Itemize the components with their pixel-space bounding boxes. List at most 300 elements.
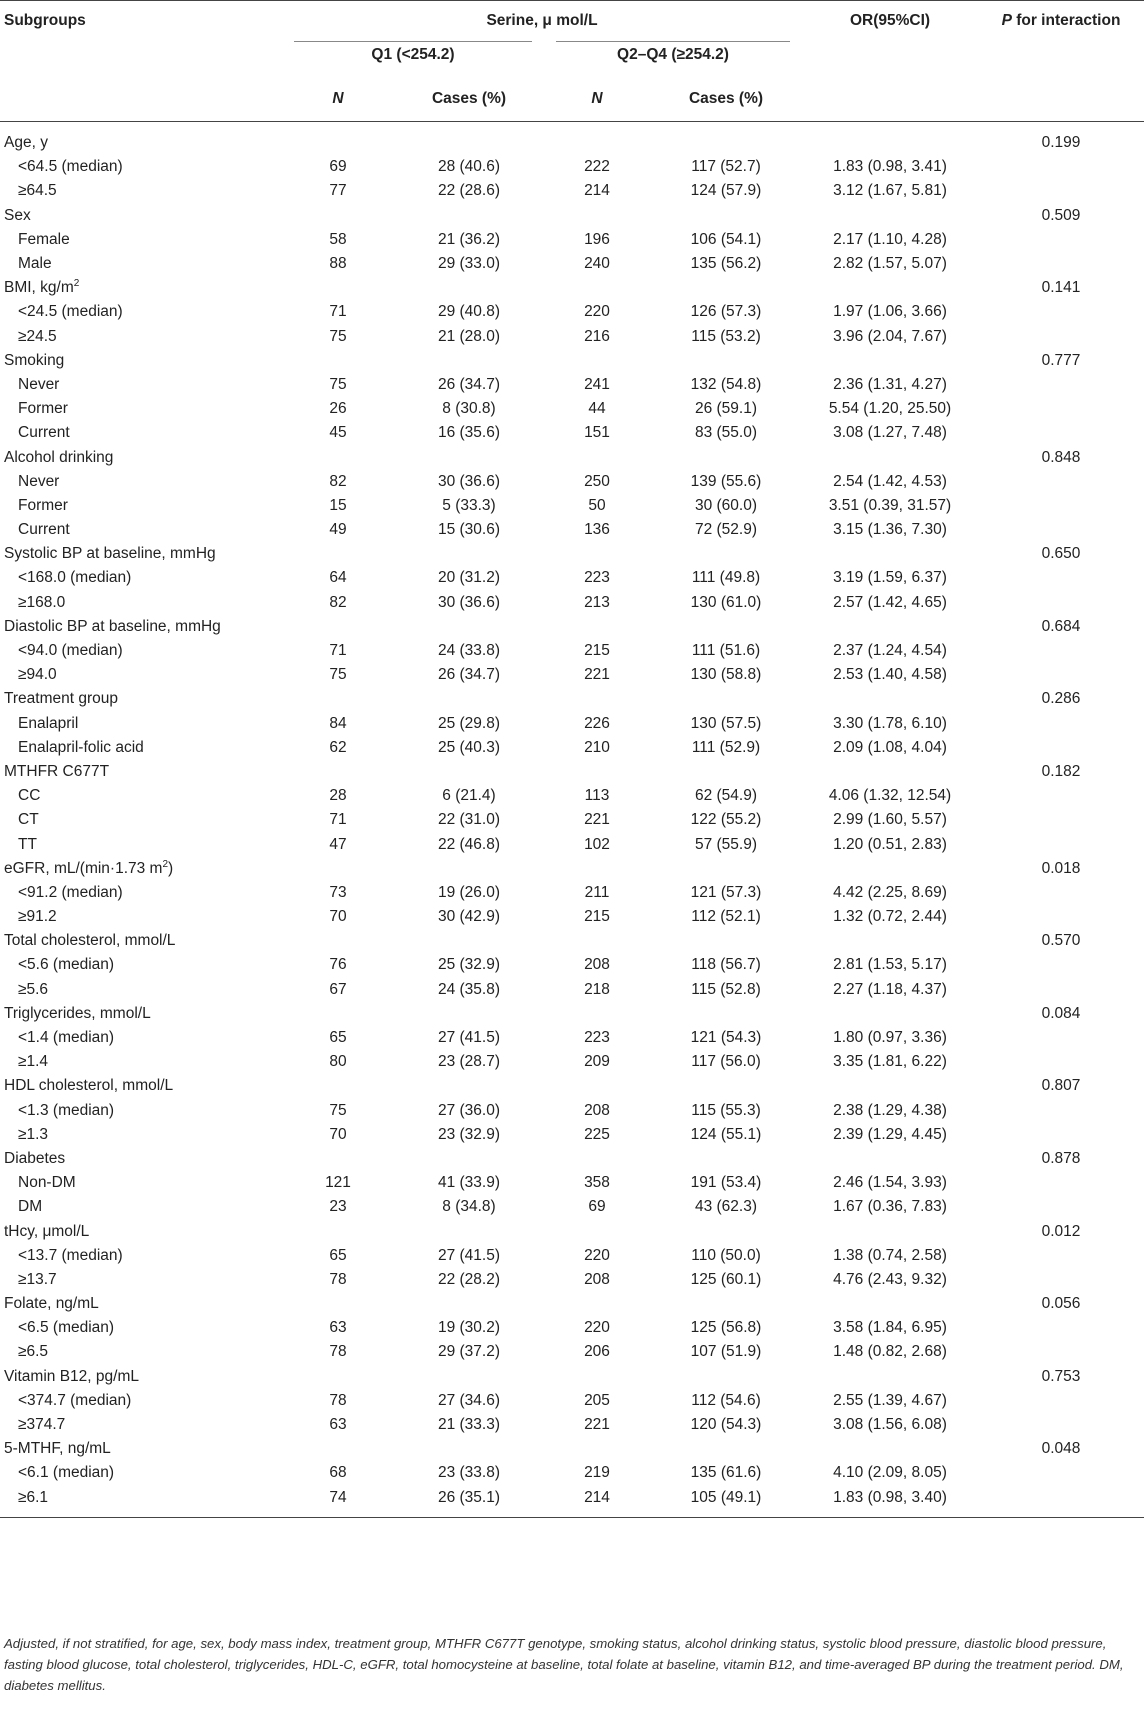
odds-ratio: 2.37 (1.24, 4.54) <box>833 642 947 660</box>
cases-q1: 5 (33.3) <box>442 496 496 514</box>
n-q1: 64 <box>329 569 347 587</box>
n-q1: 71 <box>329 303 347 321</box>
n-q1: 68 <box>329 1464 347 1482</box>
n-q2q4: 213 <box>584 593 610 611</box>
or-header: OR(95%CI) <box>802 1 978 41</box>
cases-q1: 19 (30.2) <box>437 1319 501 1337</box>
table-row <box>0 1316 1144 1340</box>
table-row <box>0 978 1144 1002</box>
n-q2q4: 221 <box>584 666 610 684</box>
table-row <box>0 300 1144 324</box>
cases-q1: 30 (36.6) <box>437 593 501 611</box>
n-q2q4: 214 <box>584 182 610 200</box>
table-row <box>0 784 1144 808</box>
n-q2q4: 196 <box>584 230 610 248</box>
n-q1: 80 <box>329 1053 347 1071</box>
cases-q2q4: 120 (54.3) <box>690 1416 762 1434</box>
table-row <box>0 1195 1144 1219</box>
n-q1: 70 <box>329 1125 347 1143</box>
row-label <box>0 857 282 881</box>
cases-q1: 41 (33.9) <box>437 1174 501 1192</box>
p-value: 0.777 <box>1041 351 1081 369</box>
odds-ratio: 4.76 (2.43, 9.32) <box>833 1270 947 1288</box>
odds-ratio: 3.30 (1.78, 6.10) <box>833 714 947 732</box>
q1-header <box>282 41 544 77</box>
table-row <box>0 325 1144 349</box>
table-row <box>0 494 1144 518</box>
p-value: 0.753 <box>1041 1367 1081 1385</box>
row-label: ≥5.6 <box>18 980 49 998</box>
category-row <box>0 1292 1144 1316</box>
n-q2q4: 206 <box>584 1343 610 1361</box>
table-row <box>0 1486 1144 1518</box>
table-row <box>0 421 1144 445</box>
cases-q1: 15 (30.6) <box>437 521 501 539</box>
odds-ratio: 3.35 (1.81, 6.22) <box>833 1053 947 1071</box>
cases-q2q4: 112 (54.6) <box>691 1391 761 1409</box>
cases-q2q4: 191 (53.4) <box>690 1174 762 1192</box>
row-label: <5.6 (median) <box>18 956 115 974</box>
cases-q1: 8 (34.8) <box>442 1198 496 1216</box>
n-q1: 63 <box>329 1319 347 1337</box>
table-body <box>0 131 1144 1518</box>
n-q1: 78 <box>329 1270 347 1288</box>
cases-q2q4: 111 (51.6) <box>691 642 761 660</box>
n-q1: 71 <box>329 642 347 660</box>
n-q2q4: 358 <box>584 1174 610 1192</box>
table-row <box>0 566 1144 590</box>
serine-header-text: Serine, μ mol/L <box>486 11 598 29</box>
n-q2q4: 216 <box>584 327 610 345</box>
n-q1: 78 <box>329 1391 347 1409</box>
odds-ratio: 2.46 (1.54, 3.93) <box>833 1174 947 1192</box>
table-row <box>0 518 1144 542</box>
subgroups-header: Subgroups <box>0 1 282 41</box>
odds-ratio: 2.99 (1.60, 5.57) <box>833 811 947 829</box>
n-q2q4: 151 <box>584 424 610 442</box>
cases-q1: 22 (28.2) <box>437 1270 501 1288</box>
p-value: 0.650 <box>1041 545 1081 563</box>
row-label: Age, y <box>4 134 48 152</box>
row-label: Enalapril-folic acid <box>18 738 144 756</box>
odds-ratio: 2.09 (1.08, 4.04) <box>833 738 947 756</box>
odds-ratio: 4.42 (2.25, 8.69) <box>833 883 947 901</box>
cases-q2q4: 106 (54.1) <box>690 230 762 248</box>
n-q2q4: 225 <box>584 1125 610 1143</box>
n-q2q4: 220 <box>584 303 610 321</box>
cases-q2q4: 130 (58.8) <box>690 666 762 684</box>
n-q1: 58 <box>329 230 347 248</box>
cases-q2q4: 57 (55.9) <box>694 835 758 853</box>
cases-q2q4: 62 (54.9) <box>694 787 758 805</box>
cases-q1: 26 (34.7) <box>437 375 501 393</box>
row-label: Never <box>18 472 60 490</box>
table-row <box>0 1123 1144 1147</box>
cases-q2q4: 130 (57.5) <box>690 714 762 732</box>
odds-ratio: 3.96 (2.04, 7.67) <box>833 327 947 345</box>
odds-ratio: 2.38 (1.29, 4.38) <box>833 1101 947 1119</box>
cases-q2q4: 124 (55.1) <box>690 1125 762 1143</box>
row-label: Former <box>18 400 68 418</box>
n-q1: 75 <box>329 666 347 684</box>
q2q4-header-text: Q2–Q4 (≥254.2) <box>617 45 729 63</box>
p-italic: P <box>1001 11 1012 29</box>
cases-q1: 25 (32.9) <box>437 956 501 974</box>
odds-ratio: 2.54 (1.42, 4.53) <box>833 472 947 490</box>
cases-q2q4: 121 (57.3) <box>690 883 762 901</box>
odds-ratio: 4.06 (1.32, 12.54) <box>828 787 952 805</box>
p-value: 0.848 <box>1041 448 1081 466</box>
table-row <box>0 373 1144 397</box>
table-row <box>0 1244 1144 1268</box>
odds-ratio: 2.53 (1.40, 4.58) <box>833 666 947 684</box>
n-q1: 71 <box>329 811 347 829</box>
odds-ratio: 1.97 (1.06, 3.66) <box>833 303 947 321</box>
cases-header-q2q4: Cases (%) <box>650 77 802 122</box>
row-label: ≥91.2 <box>18 908 57 926</box>
n-q2q4: 226 <box>584 714 610 732</box>
table-row <box>0 1389 1144 1413</box>
row-label: Diabetes <box>4 1149 66 1167</box>
row-label: <24.5 (median) <box>18 303 123 321</box>
odds-ratio: 3.19 (1.59, 6.37) <box>833 569 947 587</box>
row-label: CC <box>18 787 41 805</box>
row-label: Total cholesterol, mmol/L <box>4 932 176 950</box>
n-q1: 62 <box>329 738 347 756</box>
table-row <box>0 1099 1144 1123</box>
cases-q2q4: 112 (52.1) <box>691 908 761 926</box>
row-label: DM <box>18 1198 43 1216</box>
cases-q1: 23 (33.8) <box>437 1464 501 1482</box>
n-q1: 63 <box>329 1416 347 1434</box>
category-row <box>0 615 1144 639</box>
cases-q2q4: 135 (56.2) <box>690 255 762 273</box>
cases-q1: 20 (31.2) <box>437 569 501 587</box>
n-q1: 121 <box>325 1174 351 1192</box>
row-label-text: eGFR, mL/(min·1.73 m <box>4 859 163 877</box>
row-label <box>0 276 282 300</box>
cases-q1: 25 (29.8) <box>437 714 501 732</box>
cases-q2q4: 115 (52.8) <box>691 980 761 998</box>
cases-q1: 26 (35.1) <box>394 1486 544 1518</box>
n-q2q4: 250 <box>584 472 610 490</box>
cases-q2q4: 132 (54.8) <box>690 375 762 393</box>
row-label: TT <box>18 835 37 853</box>
category-row <box>0 760 1144 784</box>
n-q1: 78 <box>329 1343 347 1361</box>
cases-q2q4: 124 (57.9) <box>690 182 762 200</box>
row-label: Treatment group <box>4 690 119 708</box>
n-q2q4: 218 <box>584 980 610 998</box>
n-q2q4: 102 <box>584 835 610 853</box>
n-q1: 65 <box>329 1029 347 1047</box>
table-row <box>0 1050 1144 1074</box>
row-label: Female <box>18 230 70 248</box>
cases-q2q4: 115 (55.3) <box>691 1101 761 1119</box>
row-label: <1.4 (median) <box>18 1029 115 1047</box>
n-q2q4: 214 <box>544 1486 650 1518</box>
cases-q1: 24 (35.8) <box>437 980 501 998</box>
row-label: 5-MTHF, ng/mL <box>4 1440 111 1458</box>
n-header-q1: N <box>282 77 394 122</box>
n-q2q4: 220 <box>584 1246 610 1264</box>
n-q1: 77 <box>329 182 347 200</box>
odds-ratio: 3.12 (1.67, 5.81) <box>833 182 947 200</box>
table-row <box>0 179 1144 203</box>
row-label: <91.2 (median) <box>18 883 123 901</box>
n-q1: 47 <box>329 835 347 853</box>
table-row <box>0 228 1144 252</box>
cases-q2q4: 126 (57.3) <box>690 303 762 321</box>
n-q2q4: 210 <box>584 738 610 756</box>
row-label-suffix: ) <box>168 859 174 877</box>
cases-q1: 27 (41.5) <box>437 1029 501 1047</box>
serine-header <box>282 1 802 41</box>
p-value: 0.056 <box>1041 1295 1081 1313</box>
category-row <box>0 349 1144 373</box>
n-q1: 88 <box>329 255 347 273</box>
odds-ratio: 2.36 (1.31, 4.27) <box>833 375 947 393</box>
row-label: Vitamin B12, pg/mL <box>4 1367 139 1385</box>
table-row <box>0 832 1144 856</box>
row-label: Current <box>18 521 70 539</box>
row-label: Male <box>18 255 52 273</box>
p-value: 0.509 <box>1041 206 1081 224</box>
table-row <box>0 1171 1144 1195</box>
p-value: 0.570 <box>1041 932 1081 950</box>
cases-q1: 28 (40.6) <box>437 158 501 176</box>
n-q1: 82 <box>329 472 347 490</box>
table-row <box>0 470 1144 494</box>
table-row <box>0 905 1144 929</box>
row-label: Current <box>18 424 70 442</box>
cases-q2q4: 105 (49.1) <box>650 1486 802 1518</box>
cases-q2q4: 107 (51.9) <box>690 1343 762 1361</box>
row-label: HDL cholesterol, mmol/L <box>4 1077 174 1095</box>
n-q1: 74 <box>282 1486 394 1518</box>
n-q1: 75 <box>329 375 347 393</box>
p-value: 0.012 <box>1041 1222 1081 1240</box>
header-row-1 <box>0 1 1144 41</box>
row-label: <13.7 (median) <box>18 1246 123 1264</box>
header-row-3 <box>0 77 1144 122</box>
cases-q1: 27 (36.0) <box>437 1101 501 1119</box>
row-label: ≥1.4 <box>18 1053 49 1071</box>
p-interaction-header <box>978 1 1144 41</box>
odds-ratio: 2.17 (1.10, 4.28) <box>833 230 947 248</box>
table-row <box>0 1413 1144 1437</box>
row-label: ≥64.5 <box>18 182 57 200</box>
row-label: Non-DM <box>18 1174 76 1192</box>
row-label: Folate, ng/mL <box>4 1295 99 1313</box>
odds-ratio: 1.38 (0.74, 2.58) <box>833 1246 947 1264</box>
row-label: Alcohol drinking <box>4 448 114 466</box>
table-row <box>0 736 1144 760</box>
table-row <box>0 155 1144 179</box>
row-label: <374.7 (median) <box>18 1391 132 1409</box>
row-label: ≥13.7 <box>18 1270 57 1288</box>
odds-ratio: 3.08 (1.56, 6.08) <box>833 1416 947 1434</box>
row-label-text: BMI, kg/m <box>4 279 74 297</box>
row-label: Sex <box>4 206 31 224</box>
header-row-2 <box>0 41 1144 77</box>
row-label: <6.1 (median) <box>18 1464 115 1482</box>
row-label: ≥24.5 <box>18 327 57 345</box>
p-value: 0.807 <box>1041 1077 1081 1095</box>
n-q2q4: 222 <box>584 158 610 176</box>
cases-q1: 24 (33.8) <box>437 642 501 660</box>
row-label: <168.0 (median) <box>18 569 132 587</box>
n-q2q4: 208 <box>584 956 610 974</box>
n-q2q4: 240 <box>584 255 610 273</box>
p-value: 0.084 <box>1041 1004 1081 1022</box>
cases-q2q4: 83 (55.0) <box>694 424 758 442</box>
p-value: 0.141 <box>1041 279 1081 297</box>
cases-q2q4: 72 (52.9) <box>694 521 758 539</box>
n-q2q4: 208 <box>584 1101 610 1119</box>
category-row <box>0 1147 1144 1171</box>
n-q1: 69 <box>329 158 347 176</box>
odds-ratio: 5.54 (1.20, 25.50) <box>828 400 952 418</box>
odds-ratio: 1.67 (0.36, 7.83) <box>833 1198 947 1216</box>
table-row <box>0 712 1144 736</box>
odds-ratio: 3.51 (0.39, 31.57) <box>828 496 952 514</box>
row-label: Smoking <box>4 351 65 369</box>
cases-q2q4: 135 (61.6) <box>690 1464 762 1482</box>
category-row <box>0 131 1144 155</box>
row-label: ≥94.0 <box>18 666 57 684</box>
table-row <box>0 252 1144 276</box>
odds-ratio: 1.83 (0.98, 3.40) <box>802 1486 978 1518</box>
row-label: CT <box>18 811 39 829</box>
cases-q2q4: 118 (56.7) <box>691 956 761 974</box>
cases-q2q4: 121 (54.3) <box>690 1029 762 1047</box>
row-label: Former <box>18 496 68 514</box>
p-value: 0.182 <box>1041 762 1081 780</box>
cases-q2q4: 26 (59.1) <box>694 400 758 418</box>
cases-q1: 22 (28.6) <box>437 182 501 200</box>
n-q1: 67 <box>329 980 347 998</box>
row-label: ≥1.3 <box>18 1125 49 1143</box>
table-row <box>0 881 1144 905</box>
cases-q2q4: 111 (49.8) <box>691 569 761 587</box>
table-footnote: Adjusted, if not stratified, for age, sex, body mass index, treatment group, MTHFR C677T genotype, smoking status, alcohol drinking status, systolic blood pressure, diastolic blood pressure, fasting blood glucose, total cholesterol, triglycerides, HDL-C, eGFR, total homocysteine at baseline, total folate at baseline, vitamin B12, and time-averaged BP during the treatment period. DM, diabetes mellitus. <box>4 1636 1124 1693</box>
cases-q2q4: 125 (60.1) <box>690 1270 762 1288</box>
cases-q1: 25 (40.3) <box>437 738 501 756</box>
cases-q1: 30 (36.6) <box>437 472 501 490</box>
n-q2q4: 221 <box>584 1416 610 1434</box>
cases-q1: 8 (30.8) <box>442 400 496 418</box>
odds-ratio: 1.48 (0.82, 2.68) <box>833 1343 947 1361</box>
p-value: 0.199 <box>1041 134 1081 152</box>
cases-q1: 22 (31.0) <box>437 811 501 829</box>
n-q1: 82 <box>329 593 347 611</box>
p-value: 0.048 <box>1041 1440 1081 1458</box>
n-q1: 76 <box>329 956 347 974</box>
cases-q2q4: 30 (60.0) <box>694 496 758 514</box>
n-q1: 73 <box>329 883 347 901</box>
p-value: 0.878 <box>1041 1149 1081 1167</box>
table-row <box>0 397 1144 421</box>
row-label: Diastolic BP at baseline, mmHg <box>4 617 221 635</box>
cases-q1: 29 (40.8) <box>437 303 501 321</box>
n-q2q4: 211 <box>584 883 610 901</box>
odds-ratio: 2.82 (1.57, 5.07) <box>833 255 947 273</box>
n-q2q4: 209 <box>584 1053 610 1071</box>
cases-q2q4: 130 (61.0) <box>690 593 762 611</box>
p-value: 0.286 <box>1041 690 1081 708</box>
table-row <box>0 591 1144 615</box>
n-q2q4: 241 <box>584 375 610 393</box>
cases-q2q4: 125 (56.8) <box>690 1319 762 1337</box>
n-q1: 75 <box>329 1101 347 1119</box>
row-label: ≥168.0 <box>18 593 66 611</box>
category-row <box>0 1074 1144 1098</box>
odds-ratio: 2.39 (1.29, 4.45) <box>833 1125 947 1143</box>
n-q1: 49 <box>329 521 347 539</box>
cases-q1: 27 (41.5) <box>437 1246 501 1264</box>
cases-q2q4: 139 (55.6) <box>690 472 762 490</box>
category-row <box>0 445 1144 469</box>
cases-q2q4: 115 (53.2) <box>691 327 761 345</box>
table-row <box>0 1026 1144 1050</box>
n-q2q4: 223 <box>584 569 610 587</box>
row-label: Enalapril <box>18 714 79 732</box>
table-row <box>0 1268 1144 1292</box>
category-row <box>0 929 1144 953</box>
row-label: ≥6.1 <box>0 1486 282 1518</box>
odds-ratio: 2.55 (1.39, 4.67) <box>833 1391 947 1409</box>
n-header-q2q4: N <box>544 77 650 122</box>
table-row <box>0 663 1144 687</box>
n-q1: 75 <box>329 327 347 345</box>
category-row <box>0 1437 1144 1461</box>
row-label: ≥6.5 <box>18 1343 49 1361</box>
table-row <box>0 953 1144 977</box>
cases-q1: 21 (33.3) <box>437 1416 501 1434</box>
q2q4-header <box>544 41 802 77</box>
category-row <box>0 1219 1144 1243</box>
superscript: 2 <box>73 278 80 290</box>
cases-q1: 27 (34.6) <box>437 1391 501 1409</box>
n-q2q4: 223 <box>584 1029 610 1047</box>
row-label: ≥374.7 <box>18 1416 66 1434</box>
row-label: Never <box>18 375 60 393</box>
cases-q1: 16 (35.6) <box>437 424 501 442</box>
row-label: Systolic BP at baseline, mmHg <box>4 545 216 563</box>
cases-q2q4: 43 (62.3) <box>694 1198 758 1216</box>
n-q1: 23 <box>329 1198 347 1216</box>
cases-q1: 19 (26.0) <box>437 883 501 901</box>
cases-q1: 22 (46.8) <box>437 835 501 853</box>
n-q1: 84 <box>329 714 347 732</box>
odds-ratio: 2.81 (1.53, 5.17) <box>833 956 947 974</box>
table-row <box>0 1461 1144 1485</box>
table-row <box>0 639 1144 663</box>
cases-header-q1: Cases (%) <box>394 77 544 122</box>
cases-q1: 21 (28.0) <box>437 327 501 345</box>
n-q1: 65 <box>329 1246 347 1264</box>
category-row <box>0 204 1144 228</box>
odds-ratio: 2.57 (1.42, 4.65) <box>833 593 947 611</box>
category-row <box>0 542 1144 566</box>
n-q2q4: 219 <box>584 1464 610 1482</box>
cases-q1: 23 (28.7) <box>437 1053 501 1071</box>
cases-q1: 30 (42.9) <box>437 908 501 926</box>
odds-ratio: 1.20 (0.51, 2.83) <box>833 835 947 853</box>
cases-q2q4: 122 (55.2) <box>690 811 762 829</box>
n-q2q4: 50 <box>588 496 606 514</box>
